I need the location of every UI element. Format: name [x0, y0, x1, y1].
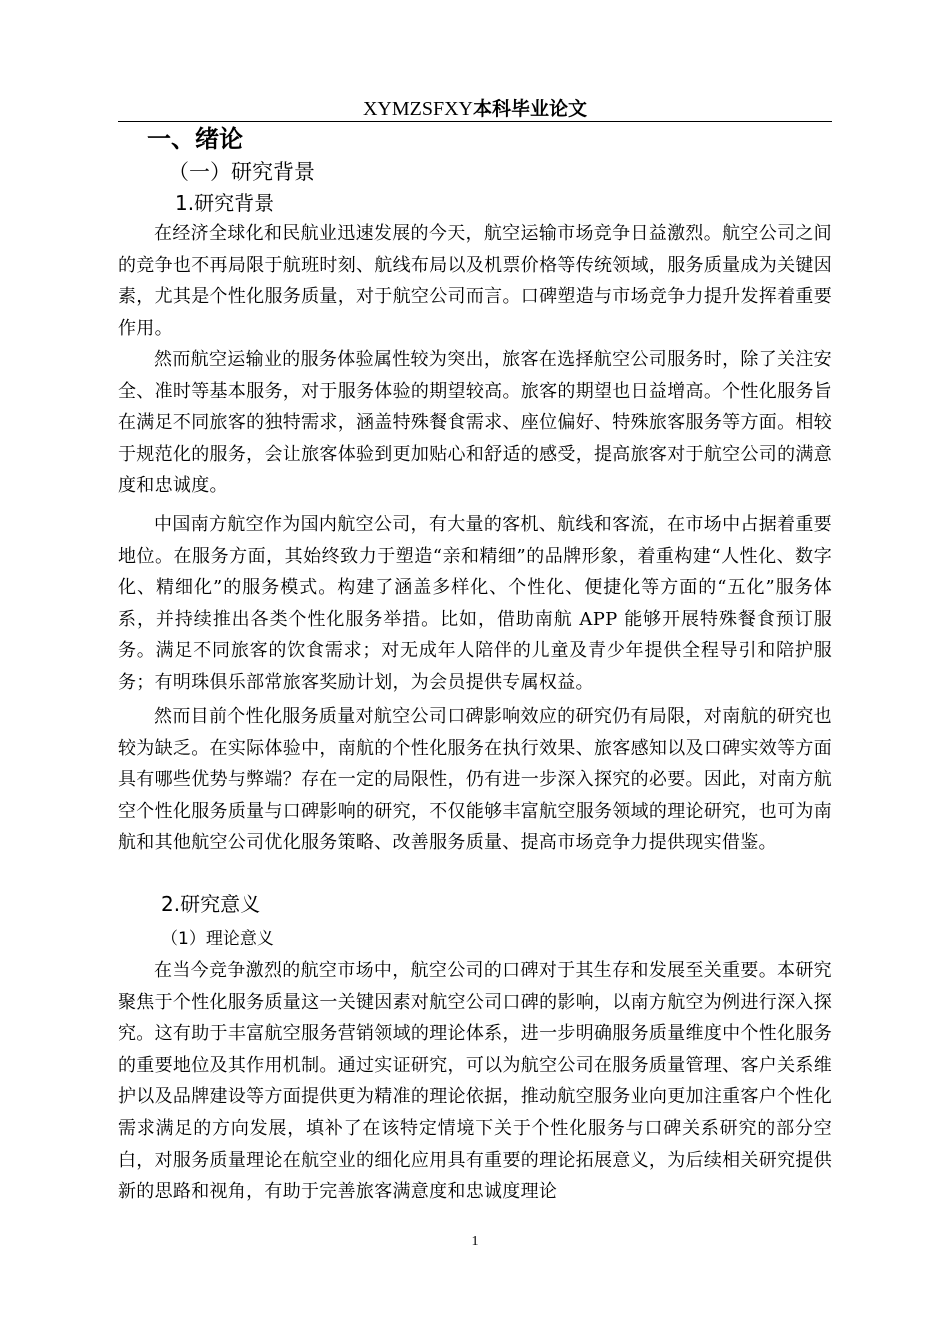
paragraph-theory: 在当今竞争激烈的航空市场中，航空公司的口碑对于其生存和发展至关重要。本研究聚焦于个性化服务质量这一关键因素对航空公司口碑的影响，以南方航空为例进行深入探究。这有助于丰富航空服务营销领域的理论体系，进一步明确服务质量维度中个性化服务的重要地位及其作用机制。通过实证研究，可以为航空公司在服务质量管理、客户关系维护以及品牌建设等方面提供更为精准的理论依据，推动航空服务业向更加注重客户个性化需求满足的方向发展，填补了在该特定情境下关于个性化服务与口碑关系研究的部分空白，对服务质量理论在航空业的细化应用具有重要的理论拓展意义，为后续相关研究提供新的思路和视角，有助于完善旅客满意度和忠诚度理论: [118, 960, 832, 1203]
subsection-heading-background: 1.研究背景: [175, 191, 275, 215]
page-header: [118, 94, 832, 122]
subsection-heading-significance: 2.研究意义: [161, 892, 261, 916]
page-number: 1: [471, 1234, 479, 1249]
chapter-heading: 一、绪论: [147, 125, 243, 153]
subheading-theory: （1）理论意义: [161, 929, 274, 949]
header-school-code: XYMZSFXY: [362, 98, 473, 120]
header-doc-type: 本科毕业论文: [473, 98, 588, 120]
paragraph-background-3: 中国南方航空作为国内航空公司，有大量的客机、航线和客流，在市场中占据着重要地位。在服务方面，其始终致力于塑造“亲和精细”的品牌形象，着重构建“人性化、数字化、精细化”的服务模式。构建了涵盖多样化、个性化、便捷化等方面的“五化”服务体系，并持续推出各类个性化服务举措。比如，借助南航 APP 能够开展特殊餐食预订服务。满足不同旅客的饮食需求；对无成年人陪伴的儿童及青少年提供全程导引和陪护服务；有明珠俱乐部常旅客奖励计划，为会员提供专属权益。: [118, 514, 832, 693]
paragraph-background-1: 在经济全球化和民航业迅速发展的今天，航空运输市场竞争日益激烈。航空公司之间的竞争也不再局限于航班时刻、航线布局以及机票价格等传统领域，服务质量成为关键因素，尤其是个性化服务质量，对于航空公司而言。口碑塑造与市场竞争力提升发挥着重要作用。: [118, 223, 832, 339]
section-heading: （一）研究背景: [168, 160, 315, 184]
paragraph-background-2: 然而航空运输业的服务体验属性较为突出，旅客在选择航空公司服务时，除了关注安全、准时等基本服务，对于服务体验的期望较高。旅客的期望也日益增高。个性化服务旨在满足不同旅客的独特需求，涵盖特殊餐食需求、座位偏好、特殊旅客服务等方面。相较于规范化的服务，会让旅客体验到更加贴心和舒适的感受，提高旅客对于航空公司的满意度和忠诚度。: [118, 349, 832, 497]
paragraph-background-4: 然而目前个性化服务质量对航空公司口碑影响效应的研究仍有局限，对南航的研究也较为缺乏。在实际体验中，南航的个性化服务在执行效果、旅客感知以及口碑实效等方面具有哪些优势与弊端？存在一定的局限性，仍有进一步深入探究的必要。因此，对南方航空个性化服务质量与口碑影响的研究，不仅能够丰富航空服务领域的理论研究，也可为南航和其他航空公司优化服务策略、改善服务质量、提高市场竞争力提供现实借鉴。: [118, 706, 832, 854]
